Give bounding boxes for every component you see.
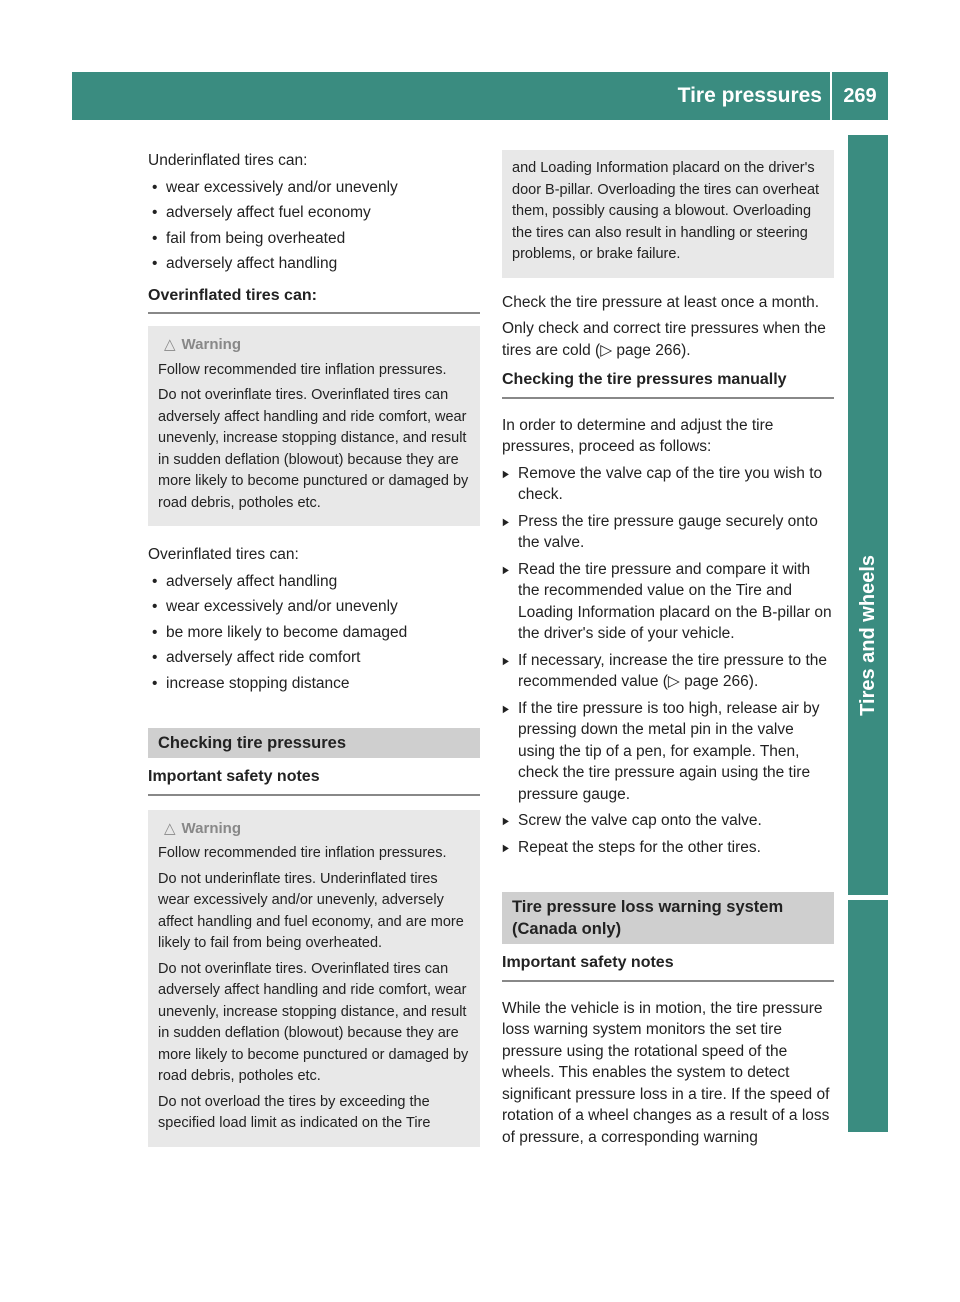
step-item: ▶ Screw the valve cap onto the valve. <box>502 810 834 832</box>
chapter-tab-label: Tires and wheels <box>856 555 879 716</box>
step-item: ▶ If the tire pressure is too high, release air by pressing down the metal pin in the valve using the tip of a pen, for example. Then, check the tire pressure again using the tire pressure gauge. <box>502 698 834 806</box>
safety-notes-heading: Important safety notes <box>502 952 834 982</box>
section-title: Checking tire pressures <box>148 728 480 758</box>
warning-text: and Loading Information placard on the driver's door B-pillar. Overloading the tires can overheat them, possibly causing a blowout. Overloading the tires can also result in handling or steering problems, or brake failure. <box>512 160 820 262</box>
warning-box-continued <box>502 150 834 278</box>
step-item: ▶ Press the tire pressure gauge securely onto the valve. <box>502 511 834 554</box>
right-column <box>502 150 834 1153</box>
safety-notes-heading: Important safety notes <box>148 766 480 796</box>
overinflated-heading: Overinflated tires can: <box>148 285 480 315</box>
warning-text: Do not underinflate tires. Underinflated tires wear excessively and/or unevenly, adversely affect handling and fuel economy, and are more likely to fail from being overheated. <box>158 870 464 951</box>
page-header <box>72 72 888 120</box>
list-item: • be more likely to become damaged <box>148 622 480 644</box>
warning-triangle-icon: △ <box>164 336 176 353</box>
section-title: Tire pressure loss warning system (Canada only) <box>502 892 834 944</box>
step-list <box>502 463 834 859</box>
list-item: • increase stopping distance <box>148 673 480 695</box>
warning-text: Do not overload the tires by exceeding the specified load limit as indicated on the Tire <box>158 1093 431 1131</box>
warning-text: Follow recommended tire inflation pressures. <box>158 845 447 861</box>
list-item: • wear excessively and/or unevenly <box>148 596 480 618</box>
warning-box <box>148 326 480 526</box>
step-item: ▶ If necessary, increase the tire pressure to the recommended value (▷ page 266). <box>502 650 834 693</box>
warning-box <box>148 810 480 1147</box>
paragraph: Check the tire pressure at least once a month. <box>502 293 820 311</box>
warning-triangle-icon: △ <box>164 819 176 837</box>
list-item: • adversely affect handling <box>148 571 480 593</box>
overinflated-list <box>148 571 480 695</box>
warning-text: Follow recommended tire inflation pressures. <box>158 361 447 378</box>
manual-check-heading: Checking the tire pressures manually <box>502 369 834 399</box>
step-item: ▶ Remove the valve cap of the tire you wish to check. <box>502 463 834 506</box>
header-divider <box>830 72 832 120</box>
chapter-tab <box>848 135 888 895</box>
step-item: ▶ Read the tire pressure and compare it with the recommended value on the Tire and Loading Information placard on the B-pillar on the driver's side of your vehicle. <box>502 559 834 645</box>
page-number: 269 <box>843 85 877 107</box>
warning-title: Warning <box>181 336 241 353</box>
list-item: • fail from being overheated <box>148 228 480 250</box>
paragraph: In order to determine and adjust the tire pressures, proceed as follows: <box>502 416 774 455</box>
warning-text: Do not overinflate tires. Overinflated tires can adversely affect handling and ride comfort, wear unevenly, increase stopping distance, and result in sudden deflation (blowout) because they are more likely to become punctured or damaged by road debris, potholes etc. <box>158 387 469 511</box>
left-column <box>148 150 480 1161</box>
list-item: • adversely affect fuel economy <box>148 202 480 224</box>
page-title: Tire pressures <box>677 84 822 107</box>
list-item: • adversely affect handling <box>148 253 480 275</box>
step-item: ▶ Repeat the steps for the other tires. <box>502 837 834 859</box>
underinflated-intro: Underinflated tires can: <box>148 152 308 169</box>
warning-title: Warning <box>181 819 241 837</box>
underinflated-list <box>148 177 480 275</box>
list-item: • adversely affect ride comfort <box>148 647 480 669</box>
overinflated-intro: Overinflated tires can: <box>148 546 299 563</box>
paragraph: Only check and correct tire pressures when the tires are cold (▷ page 266). <box>502 320 826 359</box>
list-item: • wear excessively and/or unevenly <box>148 177 480 199</box>
warning-text: Do not overinflate tires. Overinflated tires can adversely affect handling and ride comfort, wear unevenly, increase stopping distance, and result in sudden deflation (blowout) because they are more likely to become punctured or damaged by road debris, potholes etc. <box>158 960 469 1084</box>
chapter-tab-marker <box>848 900 888 1132</box>
paragraph: While the vehicle is in motion, the tire pressure loss warning system monitors the set tire pressure using the rotational speed of the wheels. This enables the system to detect significant pressure loss in a tire. If the speed of rotation of a wheel changes as a result of a loss of pressure, a corresponding warning <box>502 999 830 1146</box>
